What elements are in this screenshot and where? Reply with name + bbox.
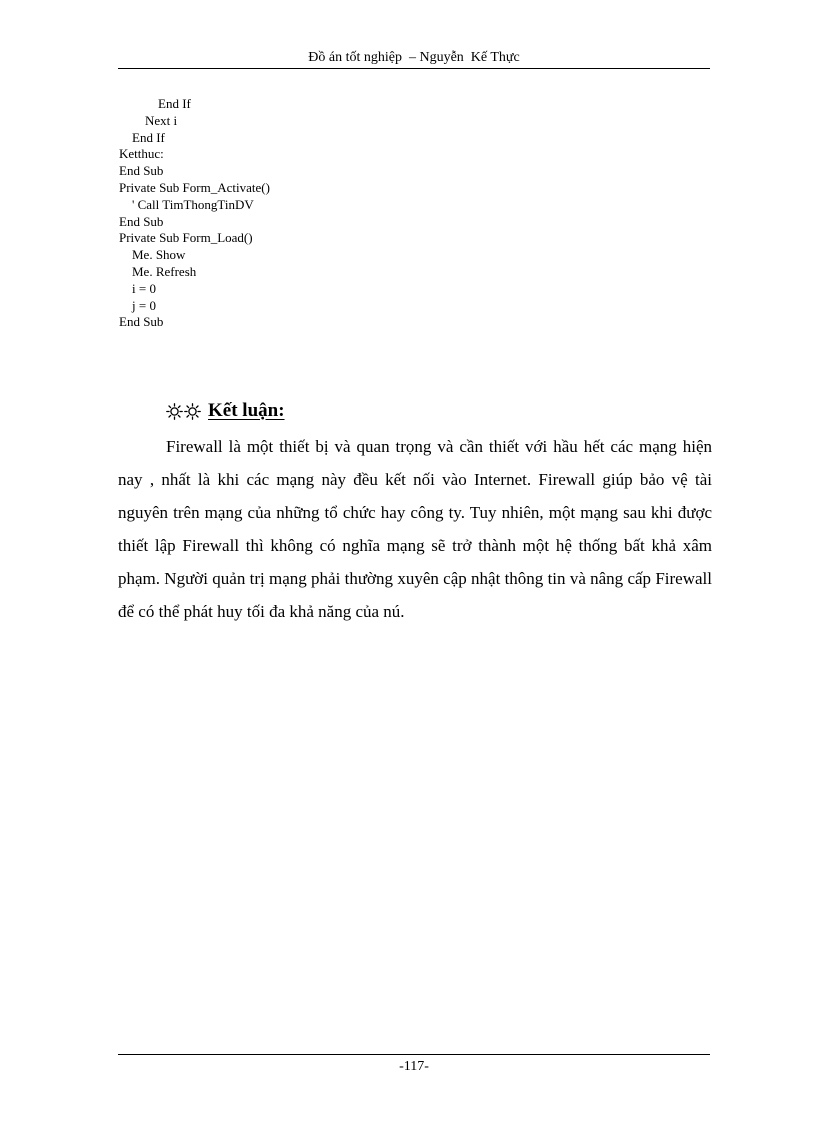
conclusion-paragraph: Firewall là một thiết bị và quan trọng và cần thiết với hầu hết các mạng hiện nay , nhất là khi các mạng này đều kết nối vào Internet. Firewall giúp bảo vệ tài nguyên trên mạng của những tổ chức hay công ty. Tuy nhiên, một mạng sau khi được thiết lập Firewall thì không có nghĩa mạng sẽ trở thành một hệ thống bất khả xâm phạm. Người quản trị mạng phải thường xuyên cập nhật thông tin và nâng cấp Firewall để có thể phát huy tối đa khả năng của nú. xyxy=(118,437,712,621)
code-block xyxy=(119,96,270,331)
code-line: Private Sub Form_Load() xyxy=(119,230,253,246)
code-line: i = 0 xyxy=(119,280,156,296)
code-line: End Sub xyxy=(119,314,164,330)
page-number: -117- xyxy=(399,1059,429,1074)
code-line: Me. Refresh xyxy=(119,263,197,279)
code-line: Me. Show xyxy=(119,247,186,263)
sun-icon xyxy=(184,403,201,420)
footer-rule xyxy=(118,1054,710,1055)
header-rule xyxy=(118,68,710,69)
sun-icon xyxy=(166,403,183,420)
code-line: End Sub xyxy=(119,213,164,229)
code-line: End If xyxy=(119,96,191,111)
code-line: ' Call TimThongTinDV xyxy=(119,196,254,212)
code-line: End If xyxy=(119,129,165,145)
code-line: Private Sub Form_Activate() xyxy=(119,179,270,195)
code-line: Ketthuc: xyxy=(119,146,164,162)
code-line: Next i xyxy=(119,112,178,128)
sun-icon-pair xyxy=(166,403,202,420)
page-header: Đồ án tốt nghiệp – Nguyễn Kế Thực xyxy=(308,50,520,65)
code-line: j = 0 xyxy=(119,297,156,313)
section-heading-text: Kết luận: xyxy=(208,400,285,421)
section-heading xyxy=(166,399,285,423)
code-line: End Sub xyxy=(119,163,164,179)
